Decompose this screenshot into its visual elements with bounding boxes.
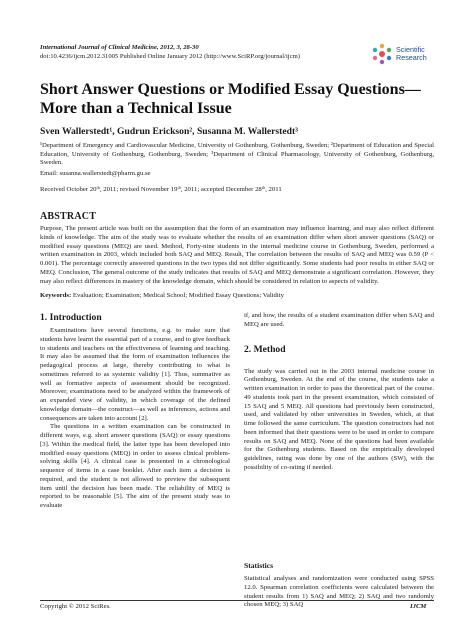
keywords-list: Evaluation; Examination; Medical School; Modified Essay Questions; Validity — [72, 292, 284, 299]
footer-journal-abbr: IJCM — [410, 603, 427, 610]
journal-citation: International Journal of Clinical Medicine, 2012, 3, 28-30 — [40, 44, 199, 51]
introduction-body — [40, 327, 230, 511]
affiliations: ¹Department of Emergency and Cardiovascular Medicine, University of Gothenburg, Gothenburg, Sweden; ²Department of Education and Special Education, University of Gothenburg, Gothenburg, Sweden; ³Department of Clinical Pharmacology, University of Gothenburg, Gothenburg, Sweden. — [40, 142, 434, 167]
doi-line: doi:10.4236/ijcm.2012.31005 Published Online January 2012 (http://www.SciRP.org/journal/ijcm) — [40, 52, 300, 60]
subsection-heading-statistics: Statistics — [244, 561, 274, 570]
logo-text-line2: Research — [396, 53, 427, 62]
keywords-label: Keywords: — [40, 292, 72, 299]
intro-continued: if, and how, the results of a student examination differ when SAQ and MEQ are used. — [244, 312, 434, 328]
corresponding-email: Email: susanna.wallerstedt@pharm.gu.se — [40, 170, 151, 177]
section-heading-introduction: 1. Introduction — [40, 312, 102, 323]
keywords — [40, 292, 434, 299]
intro-paragraph-2: The questions in a written examination can be constructed in different ways, e.g. short answer questions (SAQ) or essay questions [3]. Within the medical field, the latter type has been developed into modified essay questions (MEQ) in order to assess clinical problem-solving skills [4]. A clinical case is presented in a chronological sequence of items in a case booklet. After each item a decision is required, and the student is not allowed to preview the subsequent item until the decision has been made. The reliability of MEQ is reported to be reasonable [5]. The aim of the present study was to evaluate — [40, 423, 230, 509]
journal-header — [40, 44, 360, 62]
author-list: Sven Wallerstedt¹, Gudrun Erickson², Susanna M. Wallerstedt³ — [40, 126, 299, 137]
footer-divider — [40, 600, 434, 601]
section-heading-method: 2. Method — [244, 344, 286, 355]
received-dates: Received October 20ᵗʰ, 2011; revised November 19ᵗʰ, 2011; accepted December 28ᵗʰ, 2011 — [40, 186, 282, 193]
logo-text-line1: Scientific — [396, 45, 425, 54]
abstract-heading: ABSTRACT — [40, 211, 97, 222]
method-body — [244, 361, 434, 479]
intro-paragraph-1: Examinations have several functions, e.g. to make sure that students have learnt the essential part of a course, and to give feedback to students and teachers on the effectiveness of learning and teaching. It may also be assumed that the form of examination influences the pedagogical process at large, thereby contributing to what is sometimes referred to as systemic validity [1]. Thus, summative as well as formative aspects of assessment should be recognized. Moreover, examinations need to be analyzed within the framework of an expanded view of validity, in which coverage of the defined knowledge domain—the construct—as well as inferences, actions and consequences are taken into account [2]. — [40, 327, 230, 422]
method-paragraph: The study was carried out in the 2003 internal medicine course in Gothenburg, Sweden. At the end of the course, the students take a written examination in order to pass the theoretical part of the course. 49 students took part in the present examination, which consisted of 15 SAQ and 5 MEQ. All questions had previously been constructed, used, and validated by other universities in Sweden, which, at that time followed the same curriculum. The question constructors had not been informed that their questions were to be used in order to compare results on SAQ and MEQ. None of the questions had been available for the Gothenburg students. Based on the empirically developed guidelines, rating was done by one of the authors (SW), with the possibility of co-rating if needed. — [244, 367, 434, 471]
footer-copyright: Copyright © 2012 SciRes. — [40, 603, 111, 610]
scientific-research-logo-icon — [371, 43, 393, 65]
article-title: Short Answer Questions or Modified Essay Questions—More than a Technical Issue — [40, 81, 421, 117]
abstract-text: Purpose, The present article was built on the assumption that the form of an examination may influence learning, and may also reflect different kinds of knowledge. The aim of the study was to evaluate whether the results of an examination differ when short answer questions (SAQ) or modified essay questions (MEQ) are used. Method, Forty-nine students in the internal medicine course in Gothenburg, Sweden, performed a written examination in 2003, which included both SAQ and MEQ. Result, The correlation between the results of SAQ and MEQ was 0.59 (P < 0.001). The percentage correctly answered questions in the two types did not differ significantly. Some students had poor results in either SAQ or MEQ. Conclusion, The general outcome of the study indicates that results of SAQ and MEQ demonstrate a significant correlation. However, they may also reflect differences in mastery of the knowledge domain, which should be considered in relation to aspects of validity. — [40, 225, 434, 285]
statistics-body: Statistical analyses and randomization were conducted using SPSS 12.0. Spearman correlation coefficients were calculated between the student results from 1) SAQ and MEQ; 2) SAQ and two randomly chosen MEQ; 3) SAQ — [244, 575, 434, 609]
publisher-logo — [371, 43, 451, 65]
